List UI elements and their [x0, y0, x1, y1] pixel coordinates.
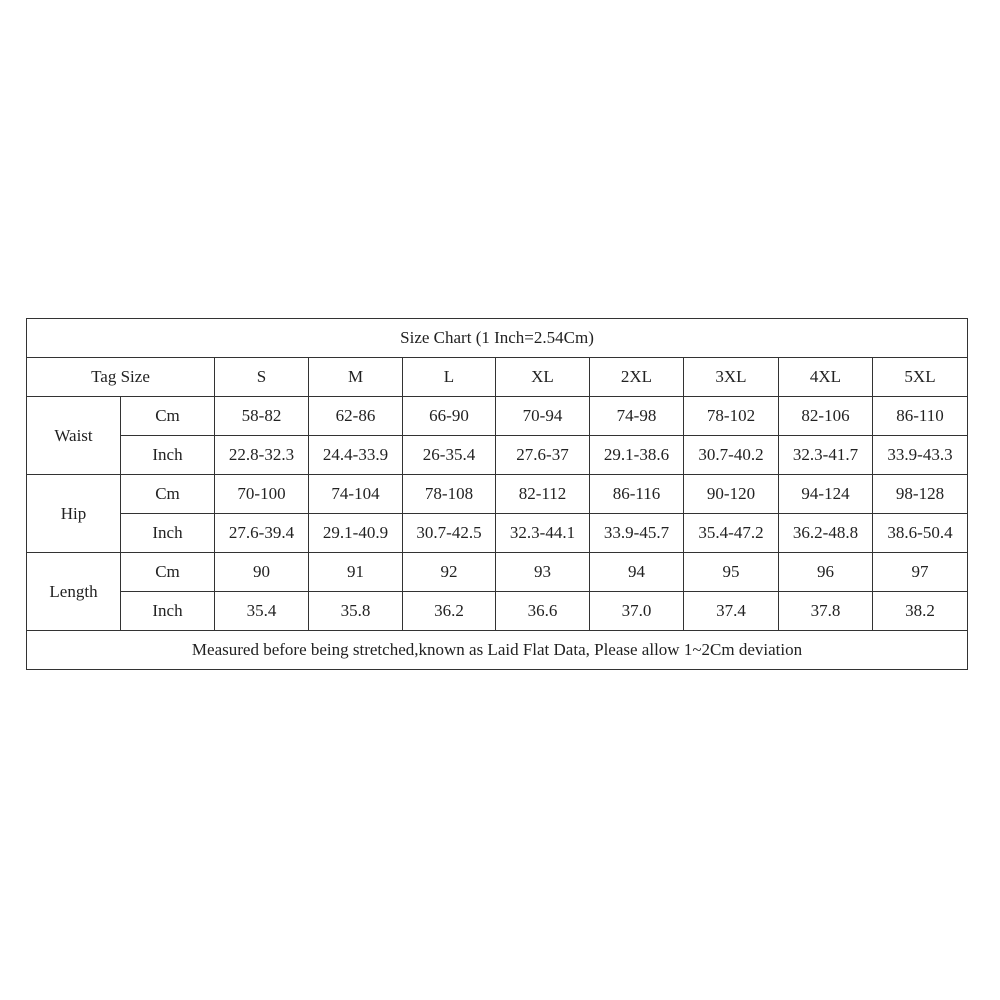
measurement-cell: 36.6	[496, 592, 590, 631]
measurement-cell: 58-82	[215, 397, 309, 436]
measurement-cell: 78-108	[403, 475, 496, 514]
size-chart-table	[26, 318, 968, 670]
measurement-cell: 70-100	[215, 475, 309, 514]
size-header: S	[215, 358, 309, 397]
measurement-cell: 32.3-41.7	[779, 436, 873, 475]
measurement-cell: 93	[496, 553, 590, 592]
measurement-cell: 86-116	[590, 475, 684, 514]
measurement-cell: 66-90	[403, 397, 496, 436]
measurement-cell: 35.4-47.2	[684, 514, 779, 553]
unit-label: Cm	[121, 553, 215, 592]
measurement-cell: 82-112	[496, 475, 590, 514]
measurement-cell: 35.4	[215, 592, 309, 631]
measurement-row	[27, 514, 968, 553]
measurement-cell: 97	[873, 553, 968, 592]
unit-label: Inch	[121, 514, 215, 553]
measurement-cell: 26-35.4	[403, 436, 496, 475]
measurement-cell: 90	[215, 553, 309, 592]
measurement-cell: 37.0	[590, 592, 684, 631]
measurement-cell: 37.4	[684, 592, 779, 631]
unit-label: Inch	[121, 436, 215, 475]
measurement-cell: 74-104	[309, 475, 403, 514]
measurement-row	[27, 397, 968, 436]
measurement-cell: 29.1-38.6	[590, 436, 684, 475]
measurement-cell: 70-94	[496, 397, 590, 436]
measurement-cell: 96	[779, 553, 873, 592]
size-header: L	[403, 358, 496, 397]
unit-label: Cm	[121, 475, 215, 514]
tag-size-label: Tag Size	[27, 358, 215, 397]
size-header: 3XL	[684, 358, 779, 397]
measurement-group-label: Length	[27, 553, 121, 631]
unit-label: Inch	[121, 592, 215, 631]
measurement-cell: 94-124	[779, 475, 873, 514]
measurement-group-label: Waist	[27, 397, 121, 475]
measurement-row	[27, 553, 968, 592]
measurement-cell: 98-128	[873, 475, 968, 514]
measurement-cell: 78-102	[684, 397, 779, 436]
measurement-row	[27, 592, 968, 631]
unit-label: Cm	[121, 397, 215, 436]
measurement-cell: 86-110	[873, 397, 968, 436]
measurement-cell: 92	[403, 553, 496, 592]
size-header: 4XL	[779, 358, 873, 397]
measurement-cell: 36.2-48.8	[779, 514, 873, 553]
footer-note: Measured before being stretched,known as Laid Flat Data, Please allow 1~2Cm deviation	[27, 631, 968, 670]
measurement-cell: 33.9-45.7	[590, 514, 684, 553]
measurement-row	[27, 475, 968, 514]
size-header: 2XL	[590, 358, 684, 397]
measurement-cell: 36.2	[403, 592, 496, 631]
measurement-cell: 24.4-33.9	[309, 436, 403, 475]
measurement-cell: 62-86	[309, 397, 403, 436]
measurement-cell: 38.2	[873, 592, 968, 631]
measurement-cell: 38.6-50.4	[873, 514, 968, 553]
measurement-group-label: Hip	[27, 475, 121, 553]
measurement-cell: 33.9-43.3	[873, 436, 968, 475]
measurement-cell: 90-120	[684, 475, 779, 514]
measurement-cell: 27.6-37	[496, 436, 590, 475]
size-header: 5XL	[873, 358, 968, 397]
measurement-cell: 32.3-44.1	[496, 514, 590, 553]
size-header: M	[309, 358, 403, 397]
measurement-cell: 82-106	[779, 397, 873, 436]
measurement-cell: 91	[309, 553, 403, 592]
measurement-cell: 22.8-32.3	[215, 436, 309, 475]
measurement-cell: 95	[684, 553, 779, 592]
measurement-cell: 37.8	[779, 592, 873, 631]
measurement-cell: 30.7-40.2	[684, 436, 779, 475]
measurement-row	[27, 436, 968, 475]
chart-title: Size Chart (1 Inch=2.54Cm)	[27, 319, 968, 358]
title-row	[27, 319, 968, 358]
measurement-cell: 35.8	[309, 592, 403, 631]
measurement-cell: 27.6-39.4	[215, 514, 309, 553]
measurement-cell: 94	[590, 553, 684, 592]
measurement-cell: 29.1-40.9	[309, 514, 403, 553]
size-header: XL	[496, 358, 590, 397]
footer-row	[27, 631, 968, 670]
measurement-cell: 30.7-42.5	[403, 514, 496, 553]
measurement-cell: 74-98	[590, 397, 684, 436]
header-row	[27, 358, 968, 397]
